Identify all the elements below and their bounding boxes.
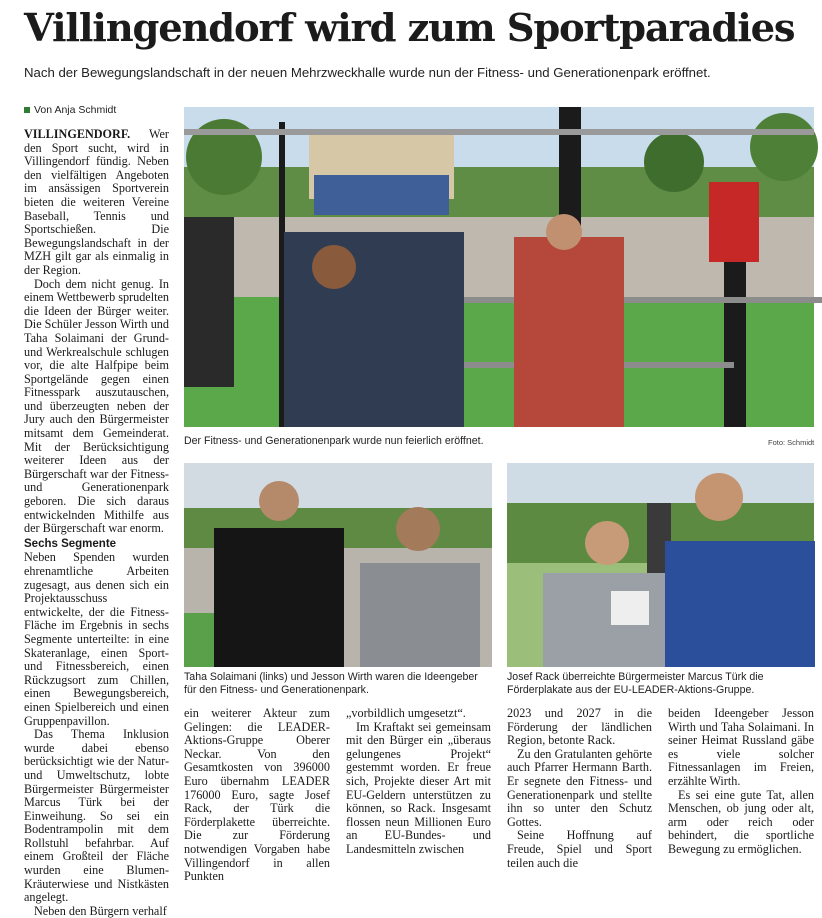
byline-author: Von Anja Schmidt: [34, 104, 117, 116]
main-photo-caption: Der Fitness- und Generationenpark wurde nun feierlich eröffnet.: [184, 435, 484, 447]
col1-paragraph-3: Neben Spenden wurden ehrenamtliche Arbeiten zugesagt, aus denen sich ein Projektausschuss entwickelte, der die Fitness-Fläche im Ergebnis in sechs Segmente unterteilte: in eine Skateranlage, einen Sport- und Fitnessbereich, einen Rückzugsort zum Chillen, einen Bewegungsbereich, einen Spielbereich und einen Gruppenpavillon.: [24, 550, 169, 728]
article-subhead: Nach der Bewegungslandschaft in der neuen Mehrzweckhalle wurde nun der Fitness- und Generationenpark eröffnet.: [24, 65, 711, 80]
col4-paragraph-1: 2023 und 2027 in die Förderung der ländlichen Region, betonte Rack.: [507, 706, 652, 748]
article-column-2: [184, 707, 330, 884]
award-photo-caption: Josef Rack überreichte Bürgermeister Marcus Türk die Förderplakate aus der EU-LEADER-Aktions-Gruppe.: [507, 671, 764, 696]
byline-marker-icon: [24, 107, 30, 113]
section-subtitle: Sechs Segmente: [24, 537, 117, 550]
col1-paragraph-1: Wer den Sport sucht, wird in Villingendorf fündig. Neben den vielfältigen Angeboten im ansässigen Sportverein bieten die weiteren Vereine Baseball, Tennis und Sportschießen. Die Bewegungslandschaft in der MZH gilt gar als einmalig in der Region.: [24, 127, 169, 277]
article-column-5: [668, 707, 814, 857]
col5-paragraph-1: beiden Ideengeber Jesson Wirth und Taha Solaimani. In seiner Heimat Russland gäbe es viele solcher Fitnessanlagen im Freien, erzählte Wirth.: [668, 706, 814, 788]
byline: [24, 104, 116, 116]
main-photo-credit: Foto: Schmidt: [768, 438, 815, 447]
col1-paragraph-4: Das Thema Inklusion wurde dabei ebenso berücksichtigt wie der Natur- und Umweltschutz, lobte Bürgermeister Bürgermeister Marcus Türk bei der Einweihung. So sei ein Bodentrampolin mit dem Rollstuhl befahrbar. Auf einem Großteil der Fläche wurden eine Blumen-Kräuterwiese und Nistkästen angelegt.: [24, 727, 169, 905]
award-photo: [507, 463, 814, 667]
article-column-1: [24, 128, 169, 918]
article-column-4: [507, 707, 652, 870]
ideas-photo-caption: Taha Solaimani (links) und Jesson Wirth waren die Ideengeber für den Fitness- und Generationenpark.: [184, 671, 478, 696]
article-headline: Villingendorf wird zum Sportparadies: [24, 6, 795, 51]
ideas-photo: [184, 463, 492, 667]
col5-paragraph-2: Es sei eine gute Tat, allen Menschen, ob jung oder alt, arm oder reich oder behindert, die sportliche Bewegung zu ermöglichen.: [668, 787, 814, 856]
col1-paragraph-2: Doch dem nicht genug. In einem Wettbewerb sprudelten die Ideen der Bürger weiter. Die Schüler Jesson Wirth und Taha Solaimani der Grund- und Werkrealschule schlugen vor, die alte Halfpipe beim Sportgelände gegen einen Fitnesspark auszutauschen, und überzeugten neben der Jury auch den Bürgermeister mitsamt dem Gemeinderat. Mit der Berücksichtigung weiterer Ideen aus der Bürgerschaft war der Fitness- und Generationenpark geboren. Die sich daraus entwickelnden Mithilfe aus der Bürgerschaft war enorm.: [24, 276, 169, 536]
col1-paragraph-5: Neben den Bürgern verhalf: [34, 903, 167, 918]
main-photo: [184, 107, 814, 427]
col4-paragraph-3: Seine Hoffnung auf Freude, Spiel und Sport teilen auch die: [507, 828, 652, 870]
col4-paragraph-2: Zu den Gratulanten gehörte auch Pfarrer Hermann Barth. Er segnete den Fitness- und Generationenpark und stellte ihn so unter den Schutz Gottes.: [507, 746, 652, 829]
col2-paragraph-1: ein weiterer Akteur zum Gelingen: die LEADER-Aktions-Gruppe Oberer Neckar. Von den Gesamtkosten von 396000 Euro übernahm LEADER 176000 Euro, sagte Josef Rack, der Türk die Förderplakette überreichte. Die zur Förderung notwendigen Vorgaben habe Villingendorf in allen Punkten: [184, 706, 330, 884]
col3-paragraph-1: „vorbildlich umgesetzt“.: [346, 706, 466, 720]
article-column-3: [346, 707, 491, 857]
col3-paragraph-2: Im Kraftakt sei gemeinsam mit den Bürger ein „überaus gelungenes Projekt“ gestemmt worden. Er freue sich, Projekte dieser Art mit EU-Geldern unterstützen zu können, so Rack. Insgesamt flossen neun Millionen Euro an EU-Bundes- und Landesmitteln zwischen: [346, 719, 491, 856]
dateline: VILLINGENDORF.: [24, 127, 131, 141]
